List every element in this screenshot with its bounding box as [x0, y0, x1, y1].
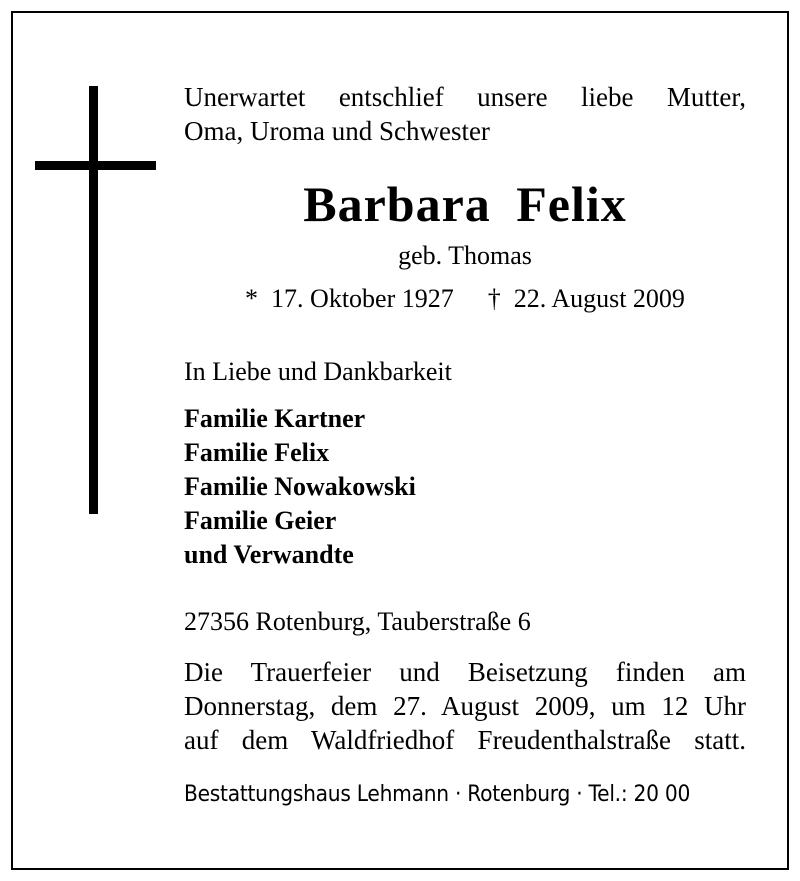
family-item: Familie Felix	[184, 438, 330, 467]
family-item: Familie Geier	[184, 506, 337, 535]
death-date: 22. August 2009	[513, 284, 685, 313]
birth-symbol: *	[245, 284, 259, 313]
cross-icon	[89, 86, 98, 514]
intro-line-2: Oma, Uroma und Schwester	[184, 116, 490, 146]
funeral-info	[184, 655, 746, 757]
life-dates	[184, 283, 746, 315]
maiden-name: geb. Thomas	[398, 241, 532, 270]
undertaker-info: Bestattungshaus Lehmann · Rotenburg · Tel.: 20 00	[184, 782, 691, 807]
address: 27356 Rotenburg, Tauberstraße 6	[184, 607, 531, 636]
death-symbol: †	[487, 284, 501, 313]
intro-line-1: Unerwartet entschlief unsere liebe Mutter,	[184, 82, 746, 112]
funeral-line-1: Die Trauerfeier und Beisetzung finden am	[184, 657, 746, 687]
family-item: Familie Kartner	[184, 404, 366, 433]
birth-date: 17. Oktober 1927	[271, 284, 454, 313]
family-item: Familie Nowakowski	[184, 472, 416, 501]
deceased-name: Barbara Felix	[303, 176, 627, 232]
cross-icon-crossbar	[35, 161, 156, 170]
intro-text	[184, 80, 746, 148]
families-list	[184, 402, 746, 572]
family-item: und Verwandte	[184, 540, 354, 569]
funeral-line-2: Donnerstag, dem 27. August 2009, um 12 Uhr	[184, 691, 746, 721]
funeral-line-3: auf dem Waldfriedhof Freudenthalstraße statt.	[184, 725, 746, 755]
closing-phrase: In Liebe und Dankbarkeit	[184, 357, 452, 386]
